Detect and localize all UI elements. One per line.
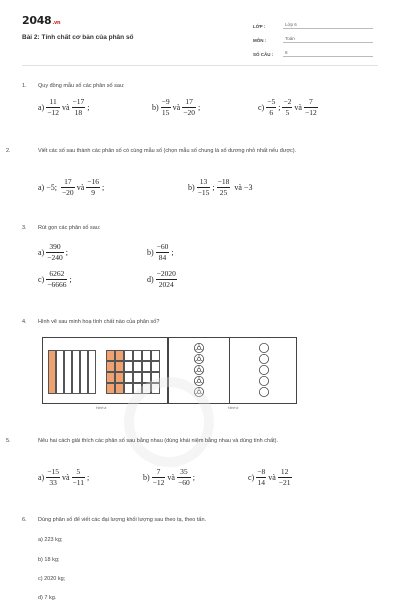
- fraction: 11 −12: [47, 97, 59, 117]
- grid-cell: [106, 372, 115, 383]
- figure-b-divider: [229, 337, 230, 404]
- grid-cell: [124, 383, 133, 394]
- fraction: −17 18: [72, 97, 85, 117]
- fraction: 390 −240: [47, 242, 63, 262]
- flower-in-circle-icon: [194, 387, 203, 396]
- q1-part-b: b) −9 15 và 17 −20 ;: [152, 97, 201, 117]
- grid-cell: [106, 350, 115, 361]
- grid-cell: [133, 350, 142, 361]
- grid-cell: [151, 372, 160, 383]
- meta-subject-row: [253, 30, 373, 43]
- figure-b-caption: Hình b: [228, 406, 239, 410]
- q6-item-a: a) 223 kg;: [38, 537, 63, 543]
- fraction: 35 −60: [177, 467, 190, 487]
- meta-label: SỐ CÂU :: [253, 52, 274, 57]
- grid-cell: [115, 361, 124, 372]
- meta-label: LỚP :: [253, 24, 266, 29]
- meta-value: Lớp 6: [283, 22, 373, 29]
- fraction: 7 −12: [304, 97, 317, 117]
- empty-circle-column: [257, 341, 271, 401]
- empty-circle-icon: [259, 365, 268, 374]
- question-5-text: 5. Nêu hai cách giải thích các phân số sau bằng nhau (dùng khái niệm bằng nhau và dùng tính chất).: [6, 438, 279, 444]
- header-divider: [22, 65, 378, 66]
- grid-cell: [151, 361, 160, 372]
- q2-part-b: b) 13 −15 ; −18 25 và −3: [188, 177, 253, 197]
- grid-cell: [142, 372, 151, 383]
- fraction: 12 −21: [278, 467, 291, 487]
- fraction: −60 84: [156, 242, 169, 262]
- fraction: −2020 2024: [156, 269, 176, 289]
- q3-part-d: d) −2020 2024: [147, 269, 176, 289]
- question-6-text: 6. Dùng phân số để viết các đại lượng khối lượng sau theo tạ, theo tấn.: [22, 517, 207, 523]
- q5-part-b: b) 7 −12 và 35 −60 ;: [143, 467, 195, 487]
- q6-item-c: c) 2020 kg;: [38, 576, 66, 582]
- meta-value: Toán: [283, 36, 373, 43]
- grid-cell: [106, 361, 115, 372]
- fraction: −8 14: [257, 467, 266, 487]
- q1-part-c: c) −5 6 ; −2 5 và 7 −12: [258, 97, 317, 117]
- q6-item-b: b) 18 kg;: [38, 557, 60, 563]
- empty-circle-icon: [259, 387, 268, 396]
- fraction: 7 −12: [152, 467, 165, 487]
- q5-part-a: a) −15 33 và 5 −11 ;: [38, 467, 90, 487]
- figure-a-caption: Hình a: [96, 406, 107, 410]
- grid-cell: [124, 350, 133, 361]
- bar-a-cell-3: [64, 350, 72, 394]
- meta-label: MÔN :: [253, 38, 267, 43]
- q5-part-c: c) −8 14 và 12 −21: [248, 467, 291, 487]
- site-logo[interactable]: 2048.vn: [22, 14, 61, 27]
- question-3-text: 3. Rút gọn các phân số sau:: [22, 225, 101, 231]
- empty-circle-icon: [259, 343, 268, 352]
- flower-in-circle-icon: [194, 365, 203, 374]
- question-4-text: 4. Hình vẽ sau minh hoạ tính chất nào của phân số?: [22, 319, 160, 325]
- fraction: −5 6: [267, 97, 276, 117]
- grid-cell: [133, 372, 142, 383]
- flower-in-circle-icon: [194, 376, 203, 385]
- bar-a-cell-2: [56, 350, 64, 394]
- page-header: [0, 0, 400, 70]
- fraction: 17 −20: [61, 177, 74, 197]
- meta-count-row: [253, 44, 373, 57]
- fraction-figure: [42, 337, 297, 409]
- bar-a-cell-4: [72, 350, 80, 394]
- fraction: 17 −20: [183, 97, 195, 117]
- fraction: −16 9: [87, 177, 99, 197]
- fraction: −9 15: [161, 97, 170, 117]
- grid-cell: [142, 350, 151, 361]
- q3-part-b: b) −60 84 ;: [147, 242, 174, 262]
- grid-cell: [115, 372, 124, 383]
- bar-a-cell-6: [88, 350, 96, 394]
- empty-circle-icon: [259, 376, 268, 385]
- q3-part-a: a) 390 −240 ;: [38, 242, 68, 262]
- fraction: 5 −11: [72, 467, 84, 487]
- bar-a-cell-1: [48, 350, 56, 394]
- flower-circle-column: [192, 341, 206, 401]
- flower-in-circle-icon: [194, 354, 203, 363]
- fraction: −15 33: [47, 467, 59, 487]
- grid-cell: [133, 383, 142, 394]
- grid-cell: [133, 361, 142, 372]
- empty-circle-icon: [259, 354, 268, 363]
- grid-cell: [115, 350, 124, 361]
- q2-part-a: a) −5; 17 −20 và −16 9 ;: [38, 177, 105, 197]
- q1-part-a: a) 11 −12 và −17 18 ;: [38, 97, 90, 117]
- grid-cell: [142, 361, 151, 372]
- grid-cell: [151, 350, 160, 361]
- grid-cell: [124, 372, 133, 383]
- grid-cell: [124, 361, 133, 372]
- q3-part-c: c) 6262 −6666 ;: [38, 269, 72, 289]
- grid-cell: [115, 383, 124, 394]
- question-1-text: 1. Quy đồng mẫu số các phân số sau:: [22, 83, 125, 89]
- meta-value: 8: [283, 50, 373, 57]
- flower-in-circle-icon: [194, 343, 203, 352]
- bar-a-cell-5: [80, 350, 88, 394]
- meta-class-row: [253, 16, 373, 29]
- figure-b-frame: [168, 337, 297, 404]
- grid-cell: [151, 383, 160, 394]
- lesson-meta: [253, 16, 373, 58]
- question-2-text: 2. Viết các số sau thành các phân số có cùng mẫu số (chọn mẫu số chung là số dương nhỏ nhất nếu được).: [6, 148, 297, 154]
- fraction: −2 5: [283, 97, 292, 117]
- fraction: −18 25: [217, 177, 230, 197]
- q6-item-d: d) 7 kg.: [38, 595, 57, 600]
- fraction: 13 −15: [197, 177, 210, 197]
- lesson-title: Bài 2: Tính chất cơ bản của phân số: [22, 34, 134, 41]
- grid-cell: [106, 383, 115, 394]
- grid-cell: [142, 383, 151, 394]
- fraction: 6262 −6666: [47, 269, 67, 289]
